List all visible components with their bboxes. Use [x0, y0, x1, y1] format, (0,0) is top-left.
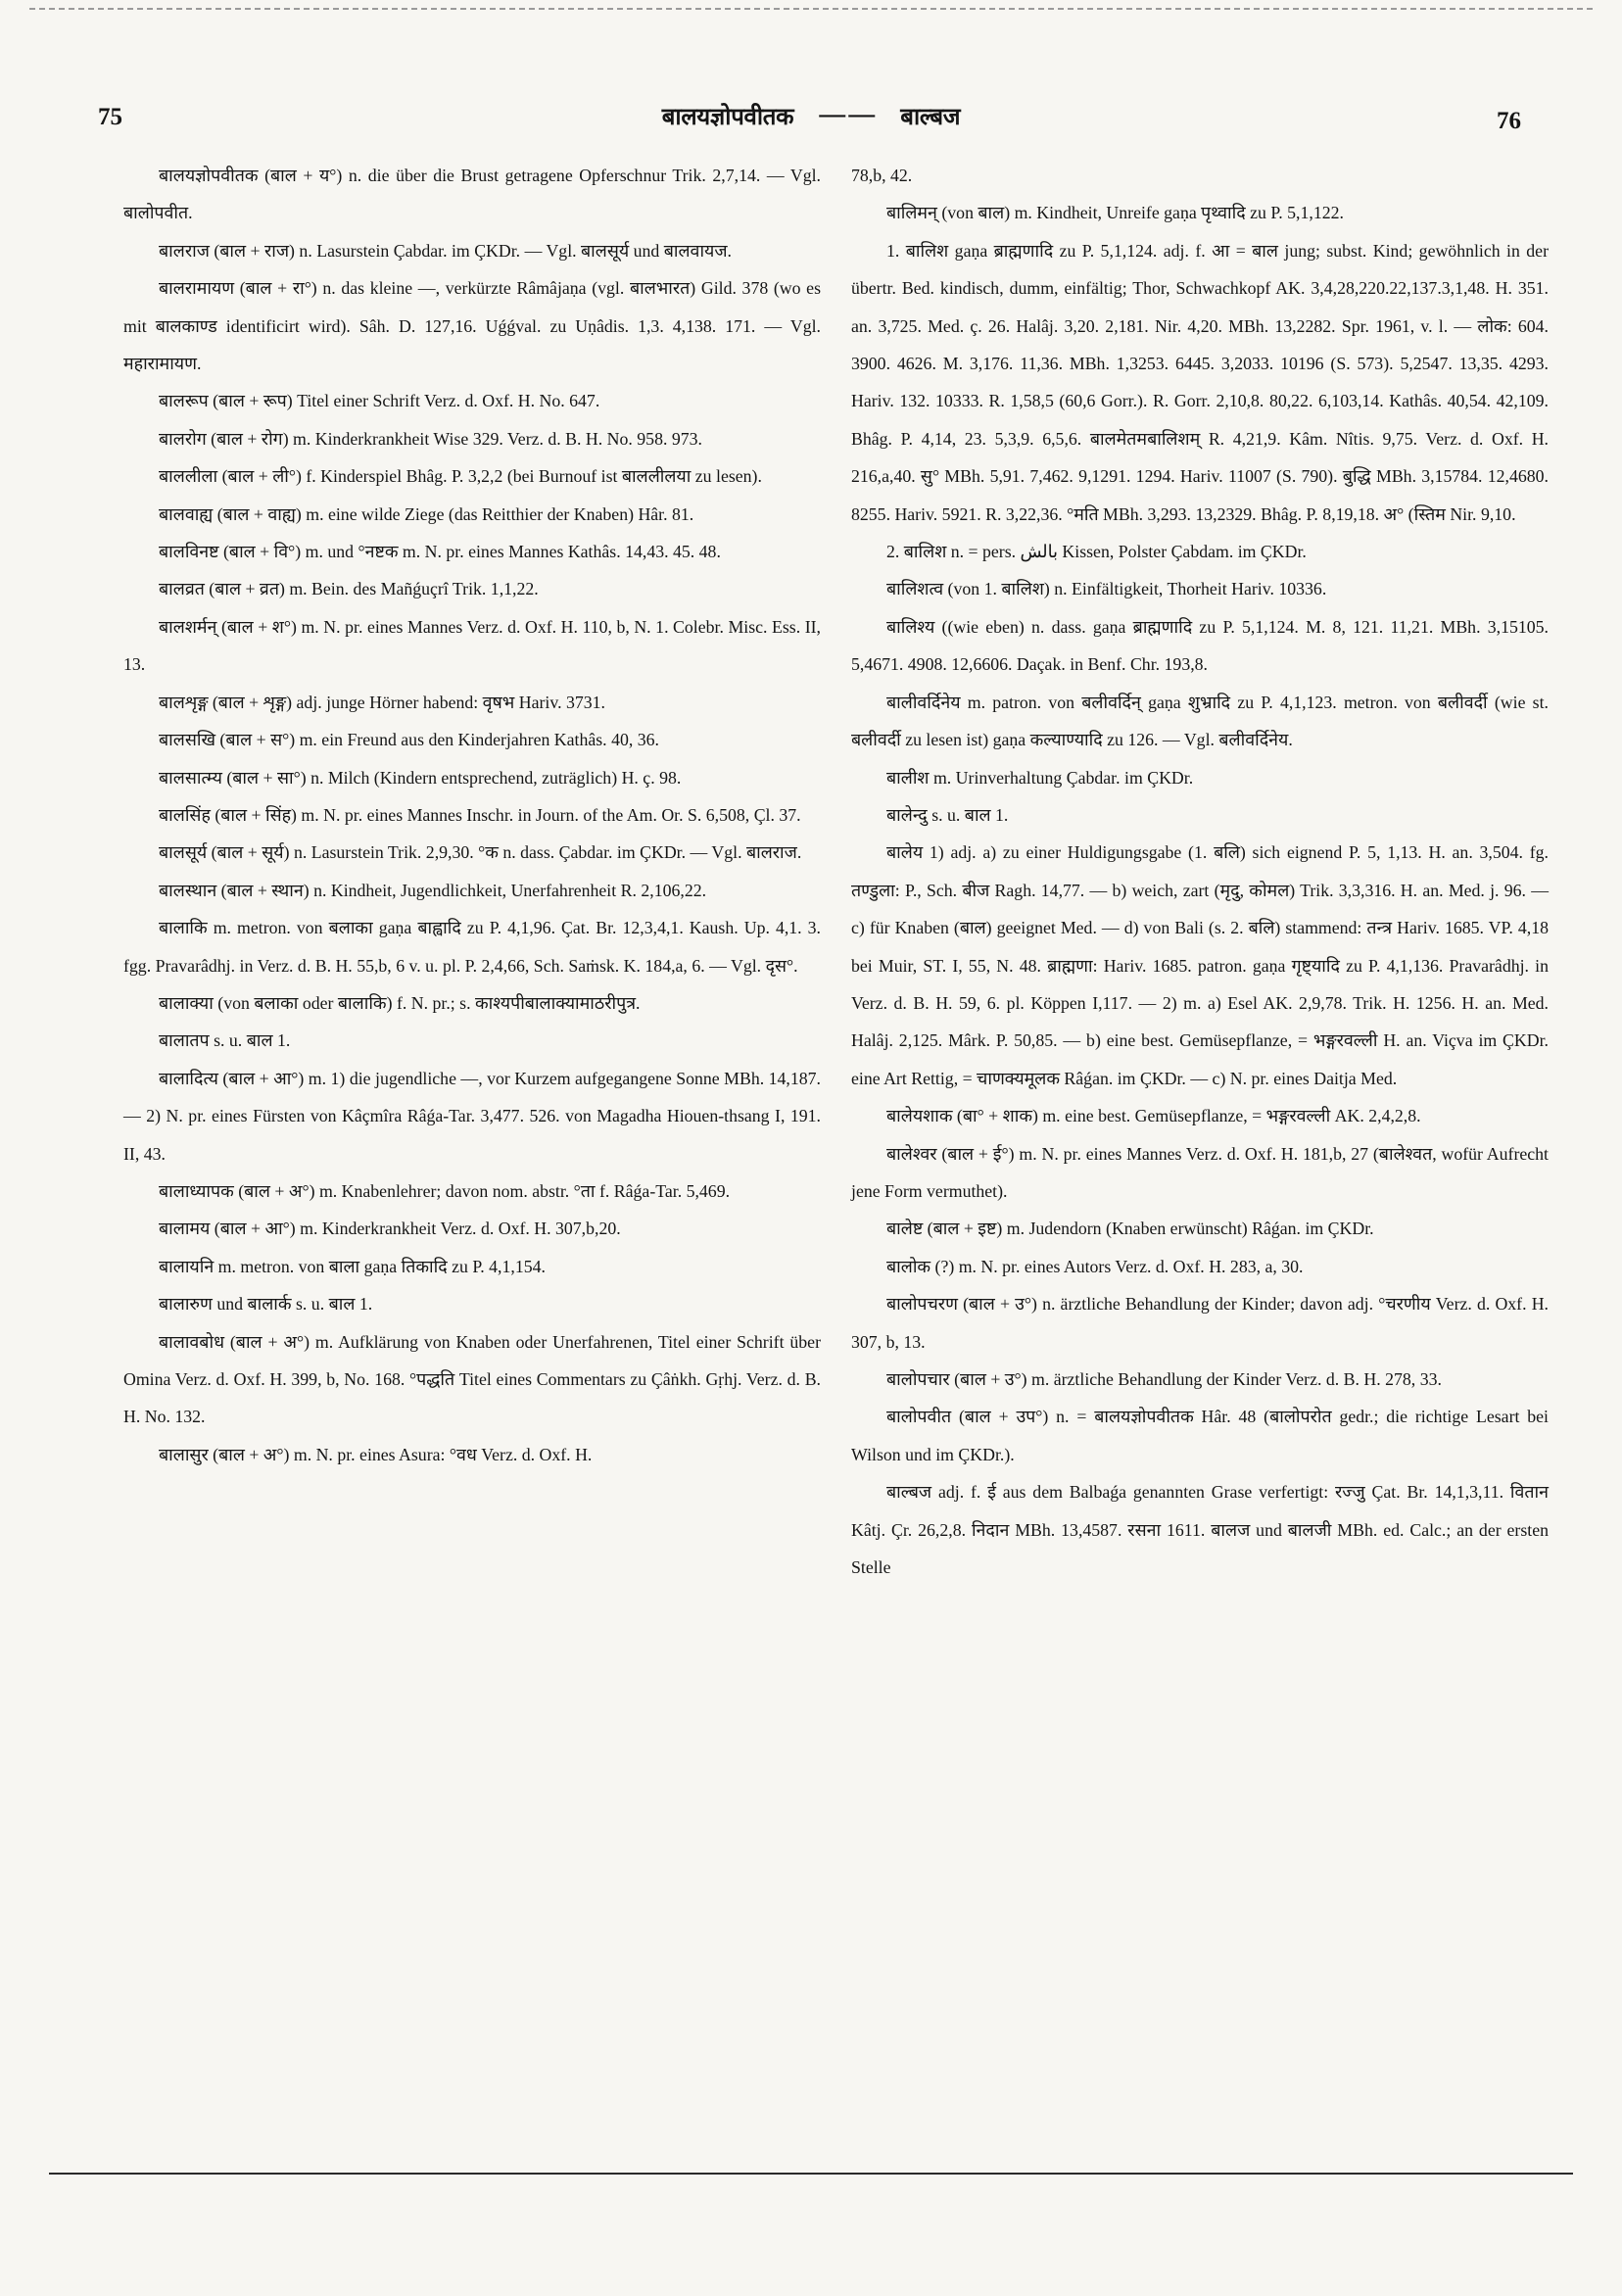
- running-head-first-word: बालयज्ञोपवीतक: [661, 103, 794, 130]
- dictionary-entry: बालोपचरण (बाल + उ°) n. ärztliche Behandlung der Kinder; davon adj. °चरणीय Verz. d. Oxf. H. 307, b, 13.: [851, 1294, 1549, 1352]
- dictionary-entry: बालाध्यापक (बाल + अ°) m. Knabenlehrer; davon nom. abstr. °ता f. Râǵa-Tar. 5,469.: [159, 1180, 731, 1201]
- running-head: [0, 98, 1622, 132]
- dictionary-entry: बालशर्मन् (बाल + श°) m. N. pr. eines Mannes Verz. d. Oxf. H. 110, b, N. 1. Colebr. Misc. Ess. II, 13.: [123, 616, 821, 675]
- dictionary-entry: 1. बालिश gaṇa ब्राह्मणादि zu P. 5,1,124. adj. f. आ = बाल jung; subst. Kind; gewöhnlich in der übertr. Bed. kindisch, dumm, einfältig; Thor, Schwachkopf AK. 3,4,28,220.22,137.3,1,48. H. 351. an. 3,725. Med. ç. 26. Halâj. 3,20. 2,181. Nir. 4,20. MBh. 13,2282. Spr. 1961, v. l. — लोक: 604. 3900. 4626. M. 3,176. 11,36. MBh. 1,3253. 6445. 3,2033. 10196 (S. 573). 5,2547. 13,35. 4293. Hariv. 132. 10333. R. 1,58,5 (60,6 Gorr.). R. Gorr. 2,10,8. 80,22. 6,103,14. Kathâs. 40,54. 42,109. Bhâg. P. 4,14, 23. 5,3,9. 6,5,6. बालमेतमबालिशम् R. 4,21,9. Kâm. Nîtis. 9,75. Verz. d. Oxf. H. 216,a,40. सु° MBh. 5,91. 7,462. 9,1291. 1294. Hariv. 11007 (S. 790). बुद्धि MBh. 3,15784. 12,4680. 8255. Hariv. 5921. R. 3,22,36. °मति MBh. 3,293. 13,2329. Bhâg. P. 8,19,18. अ° (स्तिम Nir. 9,10.: [851, 240, 1549, 524]
- dictionary-entry: बालरूप (बाल + रूप) Titel einer Schrift Verz. d. Oxf. H. No. 647.: [159, 391, 600, 411]
- dictionary-entry: बालशृङ्ग (बाल + शृङ्ग) adj. junge Hörner habend: वृषभ Hariv. 3731.: [159, 692, 605, 712]
- dictionary-entry: बालेयशाक (बा° + शाक) m. eine best. Gemüsepflanze, = भङ्गरवल्ली AK. 2,4,2,8.: [886, 1106, 1421, 1126]
- dictionary-entry: बालसिंह (बाल + सिंह) m. N. pr. eines Mannes Inschr. in Journ. of the Am. Or. S. 6,508, Çl. 37.: [159, 804, 801, 825]
- right-page-number: 76: [1497, 108, 1521, 134]
- dictionary-entry: बालव्रत (बाल + व्रत) m. Bein. des Mañǵuçrî Trik. 1,1,22.: [159, 579, 539, 599]
- dictionary-entry: बालावबोध (बाल + अ°) m. Aufklärung von Knaben oder Unerfahrenen, Titel einer Schrift über Omina Verz. d. Oxf. H. 399, b, No. 168. °पद्धति Titel eines Commentars zu Çâṅkh. Gṛhj. Verz. d. B. H. No. 132.: [123, 1331, 821, 1427]
- dictionary-entry: बालसूर्य (बाल + सूर्य) n. Lasurstein Trik. 2,9,30. °क n. dass. Çabdar. im ÇKDr. — Vgl. बालराज.: [159, 842, 802, 863]
- running-head-last-word: बाल्बज: [900, 103, 961, 130]
- dictionary-entry: बालामय (बाल + आ°) m. Kinderkrankheit Verz. d. Oxf. H. 307,b,20.: [159, 1219, 621, 1239]
- dictionary-entry: बालयज्ञोपवीतक (बाल + य°) n. die über die Brust getragene Opferschnur Trik. 2,7,14. — Vgl. बालोपवीत.: [123, 166, 821, 223]
- dictionary-entry: बालासुर (बाल + अ°) m. N. pr. eines Asura: °वध Verz. d. Oxf. H.: [159, 1444, 593, 1464]
- dictionary-entry: बालादित्य (बाल + आ°) m. 1) die jugendliche —, vor Kurzem aufgegangene Sonne MBh. 14,187. — 2) N. pr. eines Fürsten von Kâçmîra Râǵa-Tar. 3,477. 526. von Magadha Hiouen-thsang I, 191. II, 43.: [123, 1068, 821, 1164]
- dictionary-entry: बालस्थान (बाल + स्थान) n. Kindheit, Jugendlichkeit, Unerfahrenheit R. 2,106,22.: [159, 880, 707, 900]
- dictionary-entry: बालविनष्ट (बाल + वि°) m. und °नष्टक m. N. pr. eines Mannes Kathâs. 14,43. 45. 48.: [159, 542, 721, 562]
- dictionary-entry: बाल्बज adj. f. ई aus dem Balbaǵa genannten Grase verfertigt: रज्जु Çat. Br. 14,1,3,11. वितान Kâtj. Çr. 26,2,8. निदान MBh. 13,4587. रसना 1611. बालज und बालजी MBh. ed. Calc.; an der ersten Stelle: [851, 1482, 1549, 1578]
- dictionary-entry: बालेश्वर (बाल + ई°) m. N. pr. eines Mannes Verz. d. Oxf. H. 181,b, 27 (बालेश्वत, wofür Aufrecht jene Form vermuthet).: [851, 1143, 1549, 1201]
- dictionary-entry: बालोक (?) m. N. pr. eines Autors Verz. d. Oxf. H. 283, a, 30.: [886, 1256, 1304, 1276]
- running-head-dash: ——: [817, 98, 877, 132]
- dictionary-entry: बालाकि m. metron. von बलाका gaṇa बाह्वादि zu P. 4,1,96. Çat. Br. 12,3,4,1. Kaush. Up. 4,1. 3. fgg. Pravarâdhj. in Verz. d. B. H. 55,b, 6 v. u. pl. P. 2,4,66, Sch. Saṁsk. K. 184,a, 6. — Vgl. दृस°.: [123, 918, 821, 976]
- dictionary-entry: बालराज (बाल + राज) n. Lasurstein Çabdar. im ÇKDr. — Vgl. बालसूर्य und बालवायज.: [159, 240, 732, 261]
- dictionary-entry: बालेय 1) adj. a) zu einer Huldigungsgabe (1. बलि) sich eignend P. 5, 1,13. H. an. 3,504. fg. तण्डुला: P., Sch. बीज Ragh. 14,77. — b) weich, zart (मृदु, कोमल) Trik. 3,3,316. H. an. Med. j. 96. — c) für Knaben (बाल) geeignet Med. — d) von Bali (s. 2. बलि) stammend: तन्त्र Hariv. 1685. VP. 4,18 bei Muir, ST. I, 55, N. 48. ब्राह्मणा: Hariv. 1685. patron. gaṇa गृष्ट्यादि zu P. 4,1,136. Pravarâdhj. in Verz. d. B. H. 59, 6. pl. Köppen I,117. — 2) m. a) Esel AK. 2,9,78. Trik. H. 1256. H. an. Med. Halâj. 2,125. Mârk. P. 50,85. — b) eine best. Gemüsepflanze, = भङ्गरवल्ली H. an. Viçva im ÇKDr. eine Art Rettig, = चाणक्यमूलक Râǵan. im ÇKDr. — c) N. pr. eines Daitja Med.: [851, 842, 1549, 1088]
- dictionary-entry: बालेष्ट (बाल + इष्ट) m. Judendorn (Knaben erwünscht) Râǵan. im ÇKDr.: [886, 1219, 1374, 1239]
- dictionary-entry: बालिश्य ((wie eben) n. dass. gaṇa ब्राह्मणादि zu P. 5,1,124. M. 8, 121. 11,21. MBh. 3,15105. 5,4671. 4908. 12,6606. Daçak. in Benf. Chr. 193,8.: [851, 616, 1549, 675]
- left-column: [123, 157, 821, 1473]
- dictionary-entry: बालरामायण (बाल + रा°) n. das kleine —, verkürzte Râmâjaṇa (vgl. बालभारत) Gild. 378 (wo es mit बालकाण्ड identificirt wird). Sâh. D. 127,16. Uǵǵval. zu Uṇâdis. 1,3. 4,138. 171. — Vgl. महारामायण.: [123, 278, 821, 374]
- dictionary-entry: बालीश m. Urinverhaltung Çabdar. im ÇKDr.: [886, 767, 1194, 788]
- dictionary-entry: बालोपचार (बाल + उ°) m. ärztliche Behandlung der Kinder Verz. d. B. H. 278, 33.: [886, 1369, 1442, 1389]
- dictionary-entry: बालीवर्दिनेय m. patron. von बलीवर्दिन् gaṇa शुभ्रादि zu P. 4,1,123. metron. von बलीवर्दी (wie st. बलीवर्दी zu lesen ist) gaṇa कल्याण्यादि zu 126. — Vgl. बलीवर्दिनेय.: [851, 692, 1549, 750]
- dictionary-entry: बालसखि (बाल + स°) m. ein Freund aus den Kinderjahren Kathâs. 40, 36.: [159, 730, 659, 750]
- top-dashed-rule: [29, 8, 1593, 10]
- dictionary-entry: बालवाह्य (बाल + वाह्य) m. eine wilde Ziege (das Reitthier der Knaben) Hâr. 81.: [159, 503, 694, 524]
- dictionary-entry: 2. बालिश n. = pers. بالش Kissen, Polster Çabdam. im ÇKDr.: [886, 542, 1307, 562]
- dictionary-entry: बालिमन् (von बाल) m. Kindheit, Unreife gaṇa पृथ्वादि zu P. 5,1,122.: [886, 203, 1344, 223]
- dictionary-entry: बालाक्या (von बलाका oder बालाकि) f. N. pr.; s. काश्यपीबालाक्यामाठरीपुत्र.: [159, 992, 641, 1013]
- dictionary-entry: बालिशत्व (von 1. बालिश) n. Einfältigkeit, Thorheit Hariv. 10336.: [886, 579, 1327, 599]
- dictionary-entry: बालरोग (बाल + रोग) m. Kinderkrankheit Wise 329. Verz. d. B. H. No. 958. 973.: [159, 428, 702, 449]
- dictionary-entry: बालायनि m. metron. von बाला gaṇa तिकादि zu P. 4,1,154.: [159, 1256, 546, 1276]
- left-page-number: 75: [98, 104, 122, 130]
- dictionary-entry: बाललीला (बाल + ली°) f. Kinderspiel Bhâg. P. 3,2,2 (bei Burnouf ist बाललीलया zu lesen).: [159, 466, 762, 487]
- dictionary-entry: बालारुण und बालार्क s. u. बाल 1.: [159, 1294, 373, 1315]
- dictionary-entry: बालेन्दु s. u. बाल 1.: [886, 804, 1009, 825]
- dictionary-entry: 78,b, 42.: [851, 166, 913, 185]
- right-column: [851, 157, 1549, 1586]
- bottom-rule: [49, 2173, 1573, 2175]
- page-header: [0, 98, 1622, 147]
- dictionary-entry: बालसात्म्य (बाल + सा°) n. Milch (Kindern entsprechend, zuträglich) H. ç. 98.: [159, 767, 682, 788]
- dictionary-entry: बालोपवीत (बाल + उप°) n. = बालयज्ञोपवीतक Hâr. 48 (बालोपरोत gedr.; die richtige Lesart bei Wilson und im ÇKDr.).: [851, 1407, 1549, 1464]
- dictionary-entry: बालातप s. u. बाल 1.: [159, 1030, 291, 1051]
